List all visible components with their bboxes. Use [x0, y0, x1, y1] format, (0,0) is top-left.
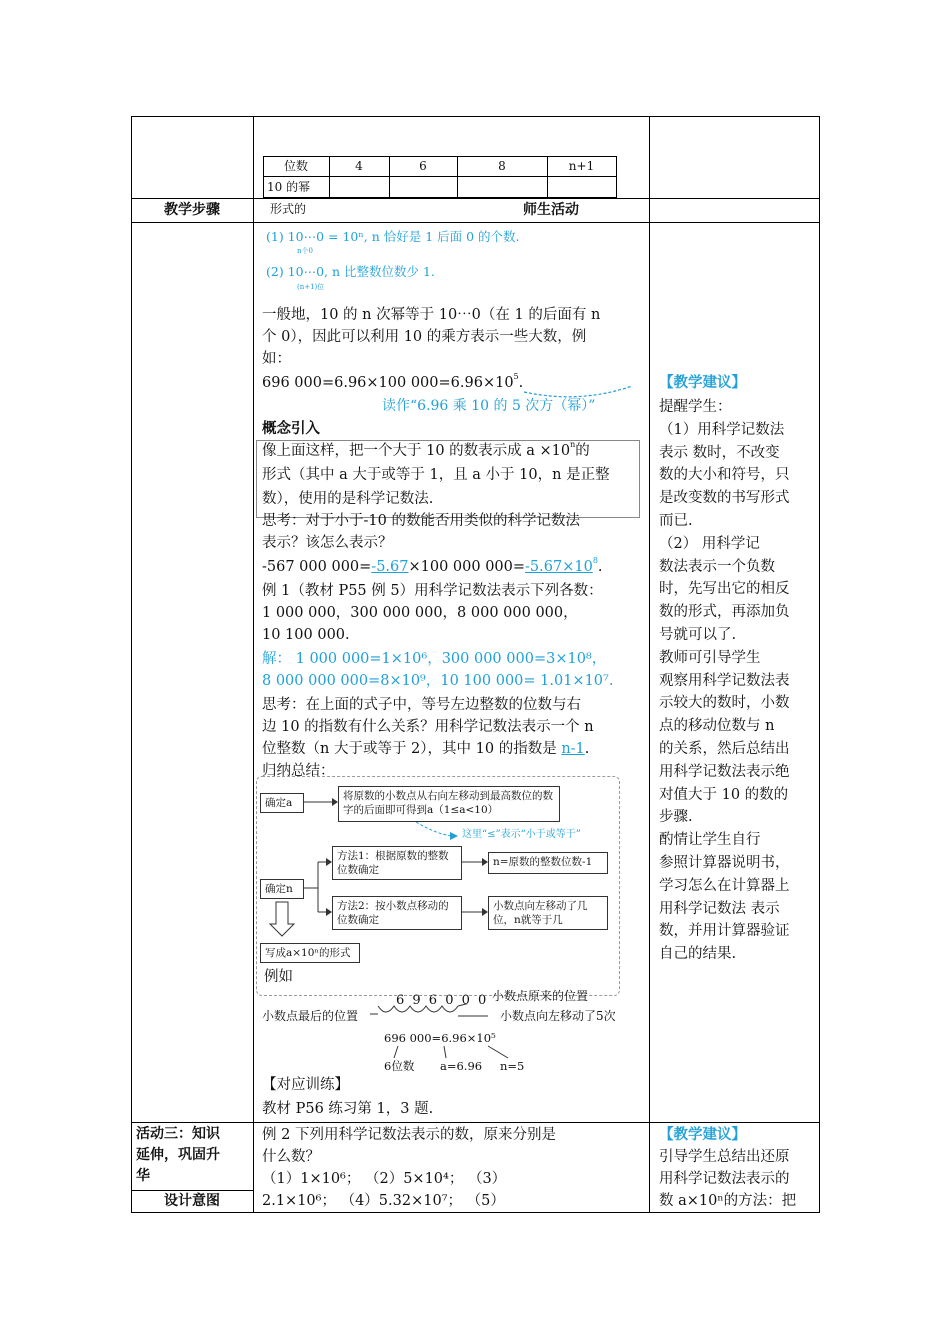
intro-equation: 696 000=6.96×100 $000=6.96\times 10^5$.: [262, 372, 524, 391]
decimal-a-value: a=6.96: [440, 1059, 483, 1073]
solution-line: 8 000 000 000=8×10⁹，10 100 000= 1.01×10⁷.: [262, 673, 614, 689]
suggestion-title: 【教学建议】: [659, 375, 746, 391]
suggestion2-title: 【教学建议】: [659, 1127, 746, 1143]
suggestion-line: 示较大的数时，小数: [659, 695, 790, 712]
suggestion-line: 对值大于 10 的数的: [659, 786, 789, 803]
table-top-border: [131, 116, 819, 117]
suggestion-line: 步骤.: [659, 809, 693, 826]
table-right-border: [819, 116, 820, 1213]
flow-determine-a: 确定a: [260, 793, 304, 813]
power-table-cell: 4: [355, 159, 363, 173]
suggestion-line: 数，并用计算器验证: [659, 923, 790, 940]
flow-example-label: 例如: [264, 969, 293, 985]
intro-brace-2: (n+1)位: [297, 283, 325, 291]
suggestion-line: 酌情让学生自行: [659, 832, 761, 849]
suggestion-line: 用科学记数法 表示: [659, 900, 780, 917]
example2-line: （1）1×10⁶； （2）5×10⁴； （3）: [262, 1171, 507, 1187]
suggestion-line: 提醒学生：: [659, 399, 732, 415]
power-table-cell: n+1: [568, 159, 595, 173]
negative-equation: -567 000 000=-5.67×100 000 $000=-5.67\times 10^8$.: [262, 556, 603, 575]
intro-paragraph-line: 如：: [262, 351, 291, 367]
think-question: 思考：对于小于-10 的数能否用类似的科学记数法: [262, 513, 580, 529]
example1-line: 1 000 000，300 000 000，8 000 000 000，: [262, 605, 578, 621]
solution-line: 解： 1 000 000=1×10⁶，300 000 000=3×10⁸，: [262, 651, 607, 667]
example1-line: 10 100 000.: [262, 627, 350, 643]
intro-paragraph-line: 一般地，10 的 n 次幂等于 10⋯0（在 1 的后面有 n: [262, 307, 601, 323]
concept-line: 数），使用的是科学记数法.: [262, 491, 434, 507]
example2-line: 2.1×10⁶； （4）5.32×10⁷； （5）: [262, 1193, 505, 1209]
flow-method-1: 方法1：根据原数的整数位数确定: [332, 846, 462, 880]
practice-text: 教材 P56 练习第 1，3 题.: [262, 1101, 434, 1117]
suggestion-line: 是改变数的书写形式: [659, 490, 790, 507]
decimal-digit-count: 6位数: [384, 1059, 415, 1073]
intro-paragraph-line: 个 0），因此可以利用 10 的乘方表示一些大数，例: [262, 329, 587, 345]
think2-line: 位整数（n 大于或等于 2），其中 10 的指数是 n-1.: [262, 741, 590, 757]
col-divider-2: [649, 116, 650, 1213]
suggestion-line: 学习怎么在计算器上: [659, 877, 790, 894]
example1-line: 例 1（教材 P55 例 5）用科学记数法表示下列各数：: [262, 583, 603, 599]
power-table-row1-label: 位数: [283, 159, 308, 173]
col-divider-1: [253, 116, 254, 1213]
suggestion-line: 而已.: [659, 513, 693, 529]
think2-line: 思考：在上面的式子中，等号左边整数的位数与右: [262, 697, 581, 713]
example2-line: 什么数？: [262, 1149, 320, 1165]
think-question: 表示？该怎么表示？: [262, 535, 393, 551]
suggestion-line: （2） 用科学记: [659, 535, 760, 552]
suggestion-line: 点的移动位数与 n: [659, 718, 775, 735]
flow-method-2: 方法2：按小数点移动的位数确定: [332, 896, 462, 930]
suggestion-line: 自己的结果.: [659, 946, 737, 963]
practice-title: 【对应训练】: [262, 1077, 349, 1093]
header-col-steps: 教学步骤: [164, 202, 220, 218]
intro-brace-1: n个0: [297, 247, 313, 255]
flow-write-form: 写成a×10ⁿ的形式: [260, 943, 360, 963]
suggestion-line: 教师可引导学生: [659, 649, 761, 666]
decimal-n-value: n=5: [500, 1059, 525, 1073]
power-table: [263, 156, 617, 198]
suggestion-line: 号就可以了.: [659, 627, 737, 643]
intro-blue-line-2: (2) 10⋯0, n 比整数位数少 1.: [266, 264, 435, 279]
example2-line: 例 2 下列用科学记数法表示的数，原来分别是: [262, 1127, 556, 1143]
concept-line: 形式（其中 a 大于或等于 1，且 a 小于 10，n 是正整: [262, 467, 610, 483]
table-left-border: [131, 116, 132, 1213]
power-table-row2-label: 10 的幂: [267, 180, 311, 194]
intro-blue-line-1: (1) 10⋯0 = 10ⁿ, n 恰好是 1 后面 0 的个数.: [266, 229, 520, 244]
suggestion2-line: 引导学生总结出还原: [659, 1149, 790, 1165]
suggestion-line: 观察用科学记数法表: [659, 672, 790, 689]
flow-a-description: 将原数的小数点从右向左移动到最高数位的数字的后面即可得到a（1≤a<10）: [338, 786, 560, 822]
power-table-row2-label-cont: 形式的: [270, 202, 307, 216]
think2-line: 边 10 的指数有什么关系？用科学记数法表示一个 n: [262, 719, 594, 735]
decimal-original-position: 小数点原来的位置: [492, 989, 589, 1003]
read-note: 读作“6.96 乘 10 的 5 次方（幂）”: [382, 398, 596, 414]
suggestion2-line: 用科学记数法表示的: [659, 1171, 790, 1187]
header-row-bottom: [131, 222, 819, 223]
suggestion-line: 表示 数时，不改变: [659, 444, 780, 461]
suggestion-line: 数法表示一个负数: [659, 558, 775, 575]
flow-method-1-result: n=原数的整数位数-1: [488, 852, 608, 874]
suggestion-line: 数的大小和符号，只: [659, 467, 790, 484]
summary-label: 归纳总结：: [262, 763, 335, 779]
decimal-digits: 6 9 6 0 0 0: [396, 993, 489, 1008]
header-col-activity: 师生活动: [523, 202, 579, 218]
decimal-final-position: 小数点最后的位置: [262, 1009, 359, 1023]
power-table-cell: 8: [498, 159, 506, 173]
flow-method-2-result: 小数点向左移动了几位，n就等于几: [488, 896, 608, 930]
activity3-row-top: [131, 1122, 819, 1123]
suggestion-line: （1）用科学记数法: [659, 421, 785, 438]
concept-line: 像上面这样，把一个大于 10 的数表示成 $a \times 10^n$的: [262, 440, 590, 459]
suggestion-line: 参照计算器说明书，: [659, 855, 790, 871]
concept-title: 概念引入: [262, 421, 320, 437]
suggestion2-line: 数 a×10ⁿ的方法：把: [659, 1193, 797, 1209]
decimal-equation: 696 000=6.96×10⁵: [384, 1031, 496, 1045]
suggestion-line: 用科学记数法表示绝: [659, 763, 790, 780]
design-intent-label: 设计意图: [164, 1193, 220, 1209]
suggestion-line: 时，先写出它的相反: [659, 581, 790, 598]
suggestion-line: 数的形式，再添加负: [659, 604, 790, 621]
decimal-moved: 小数点向左移动了5次: [500, 1009, 616, 1023]
flow-determine-n: 确定n: [260, 879, 304, 899]
flow-a-note: 这里“≤”表示“小于或等于”: [462, 829, 581, 840]
power-table-cell: 6: [419, 159, 427, 173]
activity3-label: 活动三：知识 延伸，巩固升 华: [136, 1126, 220, 1184]
suggestion-line: 的关系，然后总结出: [659, 741, 790, 757]
